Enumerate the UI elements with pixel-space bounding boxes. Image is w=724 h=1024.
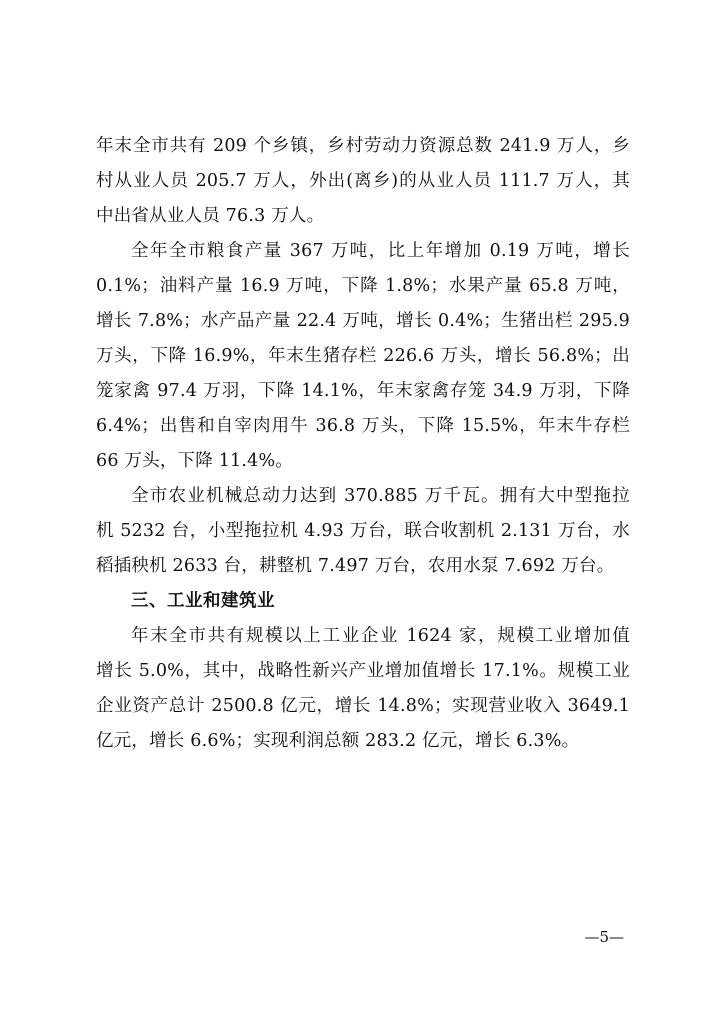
paragraph-4-line-3: 企业资产总计 2500.8 亿元，增长 14.8%；实现营业收入 3649.1 <box>96 696 630 716</box>
section-heading: 三、工业和建筑业 <box>131 591 275 611</box>
paragraph-2-line-5: 笼家禽 97.4 万羽，下降 14.1%，年末家禽存笼 34.9 万羽，下降 <box>96 381 630 401</box>
paragraph-1-line-2: 村从业人员 205.7 万人，外出(离乡)的从业人员 111.7 万人，其 <box>96 171 630 191</box>
paragraph-4-line-1: 年末全市共有规模以上工业企业 1624 家，规模工业增加值 <box>131 626 630 646</box>
paragraph-1-line-1: 年末全市共有 209 个乡镇，乡村劳动力资源总数 241.9 万人，乡 <box>96 136 630 156</box>
paragraph-2-line-3: 增长 7.8%；水产品产量 22.4 万吨，增长 0.4%；生猪出栏 295.9 <box>96 311 630 331</box>
paragraph-2-line-4: 万头，下降 16.9%，年末生猪存栏 226.6 万头，增长 56.8%；出 <box>96 346 630 366</box>
paragraph-3-line-2: 机 5232 台，小型拖拉机 4.93 万台，联合收割机 2.131 万台，水 <box>96 521 630 541</box>
paragraph-1-line-3: 中出省从业人员 76.3 万人。 <box>96 206 325 226</box>
paragraph-2-line-2: 0.1%；油料产量 16.9 万吨，下降 1.8%；水果产量 65.8 万吨， <box>96 276 630 296</box>
paragraph-3-line-3: 稻插秧机 2633 台，耕整机 7.497 万台，农用水泵 7.692 万台。 <box>96 556 615 576</box>
paragraph-4-line-4: 亿元，增长 6.6%；实现利润总额 283.2 亿元，增长 6.3%。 <box>96 731 580 751</box>
paragraph-2-line-6: 6.4%；出售和自宰肉用牛 36.8 万头，下降 15.5%，年末牛存栏 <box>96 416 630 436</box>
paragraph-3-line-1: 全市农业机械总动力达到 370.885 万千瓦。拥有大中型拖拉 <box>131 486 630 506</box>
paragraph-4-line-2: 增长 5.0%，其中，战略性新兴产业增加值增长 17.1%。规模工业 <box>96 661 630 681</box>
paragraph-2-line-1: 全年全市粮食产量 367 万吨，比上年增加 0.19 万吨，增长 <box>131 241 630 261</box>
paragraph-2-line-7: 66 万头，下降 11.4%。 <box>96 451 293 471</box>
page-number: —5— <box>584 928 624 946</box>
